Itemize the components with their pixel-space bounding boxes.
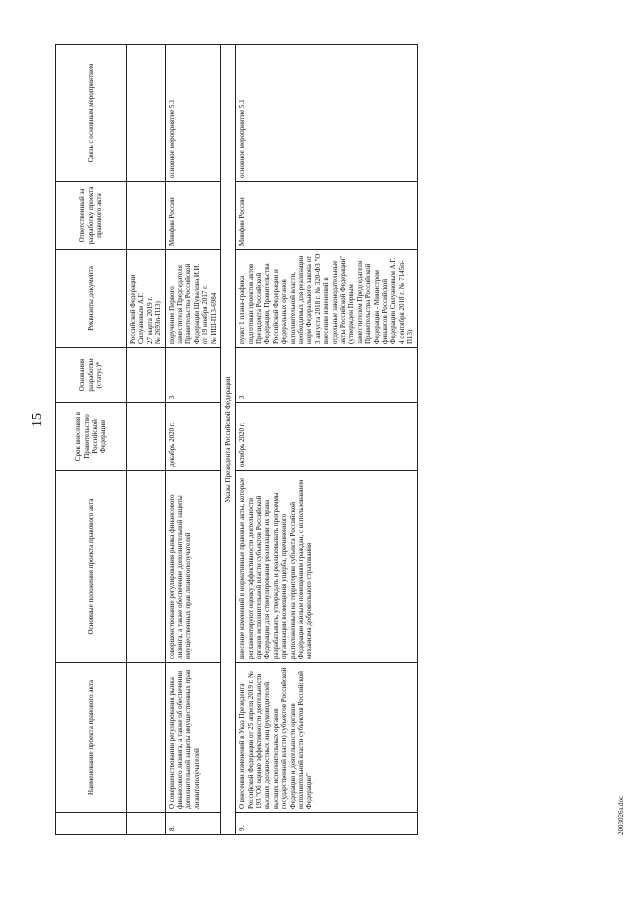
col-header-num <box>56 813 127 835</box>
legal-acts-table <box>55 44 418 835</box>
doc-details-cell: пункт 1 плана-графика подготовки проектов актов Президента Российской Федерации, Правительства Российской Федерации и федеральных органов исполнительной власти, необходимых для реализации норм Федерального закона от 3 августа 2018 г. № 320-ФЗ "О внесении изменений в отдельные законодательные акты Российской Федерации" (утвержден Первым заместителем Председателя Правительства Российской Федерации - Министром финансов Российской Федерации Силуановым А.Г. 4 сентября 2018 г. № 7145п-П13) <box>236 250 417 348</box>
provisions-cell: совершенствование регулирования рынка финансового лизинга, а также обеспечение дополнительной защиты имущественных прав лизингополучателей <box>165 471 220 663</box>
act-name-cell: О внесении изменений в Указ Президента Российской Федерации от 25 апреля 2019 г. № 193 "Об оценке эффективности деятельности высших должностных лиц (руководителей высших исполнительных органов государственной власти) субъектов Российской Федерации и деятельности органов исполнительной власти субъектов Российской Федерации" <box>236 663 417 813</box>
col-header-basis: Основания разработки (статус)* <box>56 348 127 403</box>
doc-details-cell: Российской Федерации Силуановым А.Г. 27 марта 2019 г. № 2693п-П13) <box>127 250 166 348</box>
col-header-link: Связь с основным мероприятием <box>56 45 127 182</box>
row-number: 9. <box>236 813 417 835</box>
col-header-responsible: Ответственный за разработку проекта правового акта <box>56 182 127 250</box>
section-row <box>220 45 235 835</box>
act-name-cell: О совершенствовании регулирования рынка финансового лизинга, а также об обеспечении дополнительной защиты имущественных прав лизингополучателей <box>165 663 220 813</box>
doc-details-cell: поручение Первого заместителя Председателя Правительства Российской Федерации Шувалова И.И. от 19 ноября 2017 г. № ИШ-П13-6984 <box>165 250 220 348</box>
col-header-provisions: Основные положения проекта правового акта <box>56 471 127 663</box>
link-cell: основное мероприятие 5.1 <box>236 45 417 182</box>
table-row-8 <box>165 45 220 835</box>
table-row-9 <box>236 45 417 835</box>
basis-cell: 3 <box>165 348 220 403</box>
table-row-continuation <box>127 45 166 835</box>
basis-cell: 3 <box>236 348 417 403</box>
section-title: Указы Президента Российской Федерации <box>220 45 235 835</box>
document-page <box>30 45 630 835</box>
col-header-deadline: Срок внесения в Правительство Российской Федерации <box>56 403 127 471</box>
row-number: 8. <box>165 813 220 835</box>
col-header-doc-details: Реквизиты документа <box>56 250 127 348</box>
provisions-cell: внесение изменений в нормативные правовые акты, которые регламентируют оценку эффективности деятельности органов исполнительной власти субъектов Российской Федерации для стимулирования реализации их права разрабатывать, утверждать и реализовывать программы организации возмещения ущерба, причиненного расположенным на территории субъекта Российской Федерации жилым помещениям граждан, с использованием механизма добровольного страхования <box>236 471 417 663</box>
link-cell: основное мероприятие 5.1 <box>165 45 220 182</box>
deadline-cell: декабрь 2020 г. <box>165 403 220 471</box>
responsible-cell: Минфин России <box>236 182 417 250</box>
deadline-cell: октябрь 2020 г. <box>236 403 417 471</box>
col-header-act-name: Наименование проекта правового акта <box>56 663 127 813</box>
document-reference: 2003026з.doc <box>617 795 625 835</box>
responsible-cell: Минфин России <box>165 182 220 250</box>
table-header-row <box>56 45 127 835</box>
page-number: 15 <box>30 413 45 427</box>
